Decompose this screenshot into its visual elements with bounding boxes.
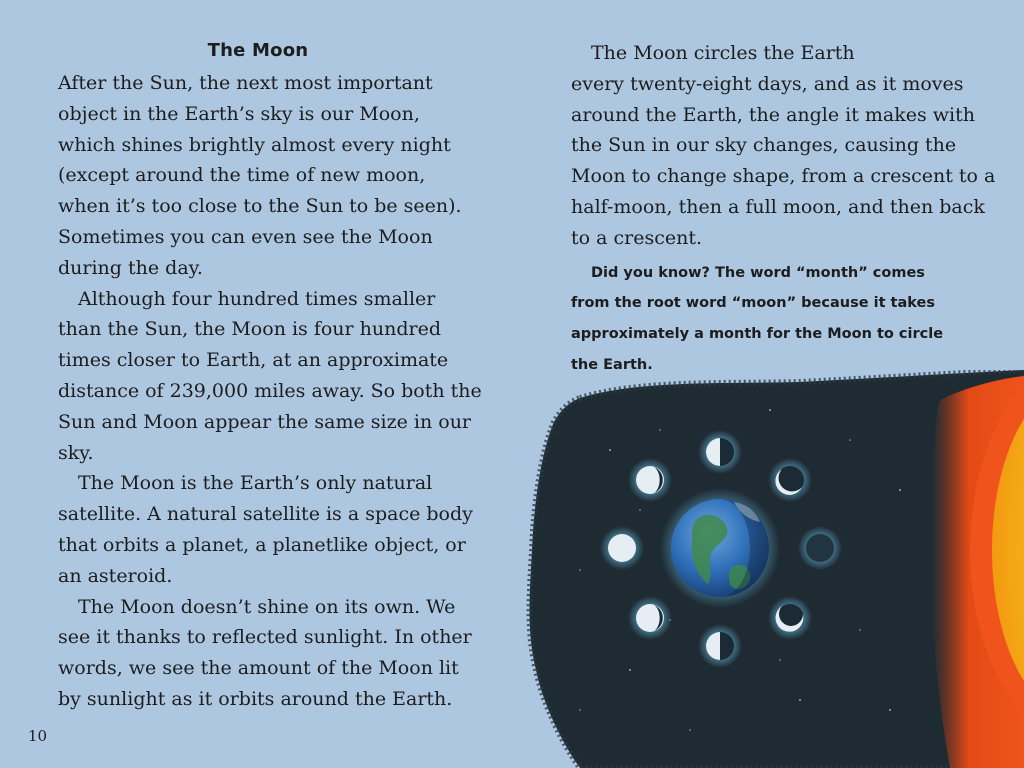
moon-crescent-lower-right <box>768 596 812 640</box>
text-line: words, we see the amount of the Moon lit <box>58 657 459 680</box>
did-you-know-box <box>571 258 1011 381</box>
text-line: Although four hundred times smaller <box>78 287 436 310</box>
text-line: sky. <box>58 441 94 464</box>
moon-crescent-upper-right <box>768 458 812 502</box>
text-line: The Moon circles the Earth <box>591 42 855 64</box>
text-line: (except around the time of new moon, <box>58 164 426 187</box>
text-line: to a crescent. <box>571 226 702 249</box>
text-line: distance of 239,000 miles away. So both the <box>58 379 482 402</box>
fact-line: from the root word “moon” because it takes <box>571 295 935 312</box>
text-line: The Moon is the Earth’s only natural <box>78 472 433 495</box>
text-line: Moon to change shape, from a crescent to a <box>571 165 996 188</box>
moon-gibbous-lower-left <box>628 596 672 640</box>
earth <box>660 488 780 608</box>
text-line: than the Sun, the Moon is four hundred <box>58 318 442 341</box>
text-line: during the day. <box>58 256 203 279</box>
text-line: Sometimes you can even see the Moon <box>58 225 433 248</box>
moon-full <box>600 526 644 570</box>
paragraph-3 <box>58 468 473 591</box>
moon-first-quarter <box>698 430 742 474</box>
text-line: an asteroid. <box>58 564 173 587</box>
text-line: Sun and Moon appear the same size in our <box>58 410 472 433</box>
text-line: times closer to Earth, at an approximate <box>58 349 449 372</box>
text-line: object in the Earth’s sky is our Moon, <box>58 102 420 125</box>
paragraph-1 <box>58 68 468 284</box>
text-line: when it’s too close to the Sun to be seen). <box>58 195 462 218</box>
text-line: around the Earth, the angle it makes with <box>571 103 976 126</box>
text-line: which shines brightly almost every night <box>58 133 451 156</box>
paragraph-2 <box>58 284 482 469</box>
moon-gibbous-upper-left <box>628 458 672 502</box>
text-line: that orbits a planet, a planetlike object, or <box>58 533 466 556</box>
left-column <box>58 38 482 715</box>
text-line: every twenty-eight days, and as it moves <box>571 72 964 95</box>
paragraph-5 <box>571 38 1011 254</box>
text-line: half-moon, then a full moon, and then back <box>571 195 985 218</box>
text-line: After the Sun, the next most important <box>58 72 433 94</box>
moon-new <box>798 526 842 570</box>
moon-last-quarter <box>698 624 742 668</box>
fact-line: the Earth. <box>571 356 653 373</box>
page-number: 10 <box>28 727 48 745</box>
right-column <box>571 38 1011 381</box>
page-title: The Moon <box>207 40 309 61</box>
paragraph-4 <box>58 592 472 715</box>
fact-line: Did you know? The word “month” comes <box>591 264 925 281</box>
text-line: see it thanks to reflected sunlight. In other <box>58 626 472 649</box>
text-line: by sunlight as it orbits around the Earth. <box>58 687 453 710</box>
moon-phases-illustration <box>520 370 1024 768</box>
text-line: the Sun in our sky changes, causing the <box>571 134 957 157</box>
fact-line: approximately a month for the Moon to circle <box>571 326 944 343</box>
sun <box>932 370 1024 768</box>
text-line: satellite. A natural satellite is a space body <box>58 503 473 526</box>
text-line: The Moon doesn’t shine on its own. We <box>78 595 456 618</box>
